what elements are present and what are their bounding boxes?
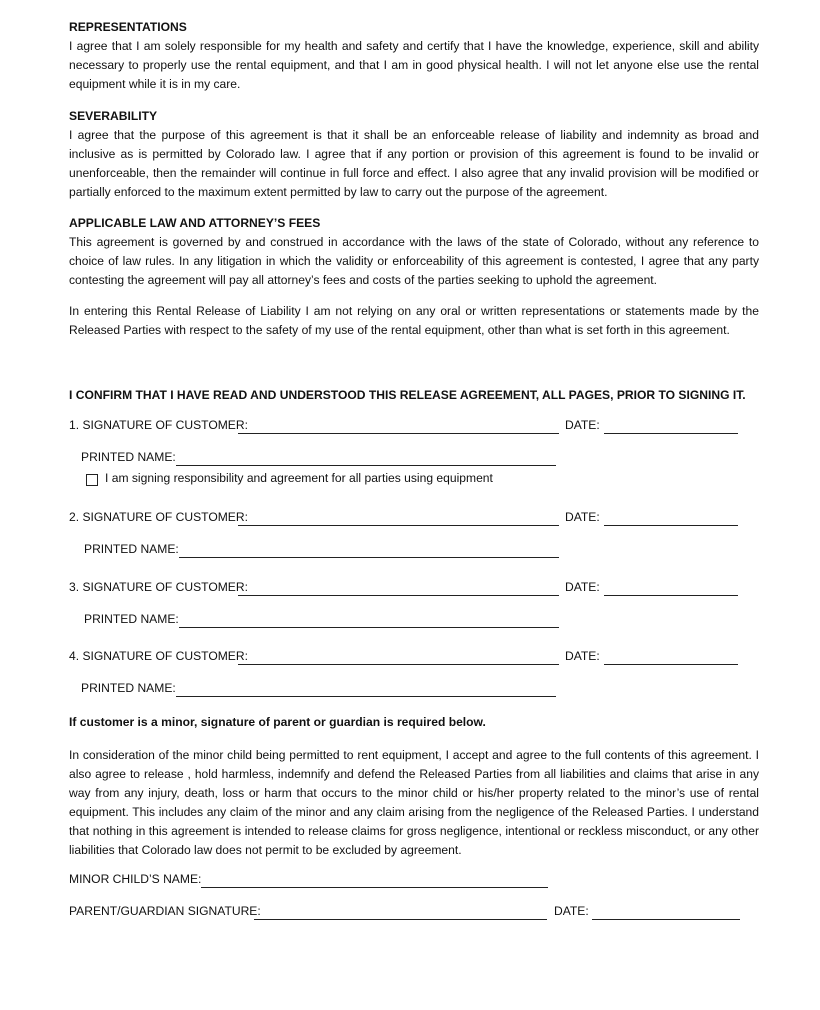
signature-line[interactable] xyxy=(238,664,559,665)
reliance-paragraph xyxy=(69,302,759,340)
printed-name-row-1 xyxy=(81,450,561,470)
minor-name-label: MINOR CHILD’S NAME: xyxy=(69,872,202,886)
confirm-statement: I CONFIRM THAT I HAVE READ AND UNDERSTOOD THIS RELEASE AGREEMENT, ALL PAGES, PRIOR TO SIGNING IT. xyxy=(69,388,746,402)
all-parties-checkbox[interactable] xyxy=(86,474,98,486)
guardian-signature-label: PARENT/GUARDIAN SIGNATURE: xyxy=(69,904,261,918)
section-representations xyxy=(69,18,759,94)
date-label: DATE: xyxy=(565,580,600,594)
printed-name-line[interactable] xyxy=(179,557,559,558)
printed-name-label: PRINTED NAME: xyxy=(84,542,179,556)
section-severability xyxy=(69,107,759,202)
printed-name-label: PRINTED NAME: xyxy=(84,612,179,626)
section-applicable-law xyxy=(69,214,759,290)
printed-name-row-3 xyxy=(84,612,564,632)
reliance-text: In entering this Rental Release of Liability I am not relying on any oral or written representations or statements made by the Released Parties with respect to the safety of my use of the rental equipment, other than what is set forth in this agreement. xyxy=(69,304,759,337)
section-body: I agree that the purpose of this agreement is that it shall be an enforceable release of liability and indemnity as broad and inclusive as is permitted by Colorado law. I agree that if any portion or provision of this agreement is found to be invalid or unenforceable, then the remainder will continue in full force and effect. I also agree that any invalid provision will be modified or partially enforced to the maximum extent permitted by law to carry out the purpose of the agreement. xyxy=(69,128,759,199)
signature-line[interactable] xyxy=(238,595,559,596)
signature-row-3 xyxy=(69,580,759,600)
printed-name-row-4 xyxy=(81,681,561,701)
date-line[interactable] xyxy=(604,525,738,526)
all-parties-checkbox-row xyxy=(84,471,564,491)
minor-name-line[interactable] xyxy=(201,887,548,888)
guardian-signature-line[interactable] xyxy=(254,919,547,920)
printed-name-label: PRINTED NAME: xyxy=(81,681,176,695)
printed-name-line[interactable] xyxy=(179,627,559,628)
section-heading: REPRESENTATIONS xyxy=(69,20,187,34)
signature-row-1 xyxy=(69,418,759,438)
date-label: DATE: xyxy=(565,510,600,524)
date-line[interactable] xyxy=(604,664,738,665)
signature-line[interactable] xyxy=(238,525,559,526)
date-label: DATE: xyxy=(565,649,600,663)
section-heading: APPLICABLE LAW AND ATTORNEY’S FEES xyxy=(69,216,321,230)
signature-label: 4. SIGNATURE OF CUSTOMER: xyxy=(69,649,248,663)
minor-consent-paragraph xyxy=(69,746,759,860)
section-heading: SEVERABILITY xyxy=(69,109,158,123)
signature-row-2 xyxy=(69,510,759,530)
minor-note: If customer is a minor, signature of parent or guardian is required below. xyxy=(69,715,486,729)
date-line[interactable] xyxy=(604,433,738,434)
guardian-date-line[interactable] xyxy=(592,919,740,920)
date-label: DATE: xyxy=(565,418,600,432)
date-line[interactable] xyxy=(604,595,738,596)
signature-label: 3. SIGNATURE OF CUSTOMER: xyxy=(69,580,248,594)
signature-row-4 xyxy=(69,649,759,669)
checkbox-label: I am signing responsibility and agreement for all parties using equipment xyxy=(105,471,493,485)
section-body: This agreement is governed by and construed in accordance with the laws of the state of Colorado, without any reference to choice of law rules. In any litigation in which the validity or enforceability of this agreement is contested, I agree that any party contesting the agreement will pay all attorney’s fees and costs of the parties seeking to uphold the agreement. xyxy=(69,235,759,287)
guardian-signature-row xyxy=(69,904,759,924)
printed-name-row-2 xyxy=(84,542,564,562)
guardian-date-label: DATE: xyxy=(554,904,589,918)
minor-consent-text: In consideration of the minor child being permitted to rent equipment, I accept and agree to the full contents of this agreement. I also agree to release , hold harmless, indemnify and defend the Released Parties from all liabilities and claims that arise in any way from any injury, death, loss or harm that occurs to the minor child or his/her property related to the minor’s use of rental equipment. This includes any claim of the minor and any claim arising from the negligence of the Released Parties. I understand that nothing in this agreement is intended to release claims for gross negligence, intentional or reckless misconduct, or any other liabilities that Colorado law does not permit to be excluded by agreement. xyxy=(69,748,759,857)
printed-name-line[interactable] xyxy=(176,696,556,697)
section-body: I agree that I am solely responsible for my health and safety and certify that I have the knowledge, experience, skill and ability necessary to properly use the rental equipment, and that I am in good physical health. I will not let anyone else use the rental equipment while it is in my care. xyxy=(69,39,759,91)
signature-line[interactable] xyxy=(238,433,559,434)
printed-name-label: PRINTED NAME: xyxy=(81,450,176,464)
minor-name-row xyxy=(69,872,759,892)
signature-label: 2. SIGNATURE OF CUSTOMER: xyxy=(69,510,248,524)
signature-label: 1. SIGNATURE OF CUSTOMER: xyxy=(69,418,248,432)
printed-name-line[interactable] xyxy=(176,465,556,466)
